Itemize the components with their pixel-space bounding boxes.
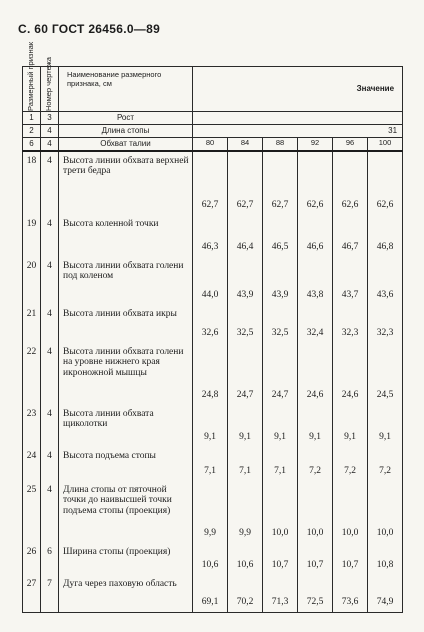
head-row	[23, 138, 403, 151]
row-number: 27	[23, 575, 41, 613]
row-value: 10,0	[263, 481, 298, 543]
row-value: 32,5	[263, 305, 298, 343]
row-value: 10,8	[368, 543, 403, 575]
row-number: 23	[23, 405, 41, 447]
head-row-drawing: 4	[41, 138, 59, 151]
table-row	[23, 305, 403, 343]
row-value: 73,6	[333, 575, 368, 613]
row-value: 72,5	[298, 575, 333, 613]
size-header: 88	[263, 138, 298, 151]
row-value: 9,1	[193, 405, 228, 447]
row-drawing-number: 4	[41, 151, 59, 215]
row-value: 32,6	[193, 305, 228, 343]
row-value: 24,6	[298, 343, 333, 405]
row-value: 44,0	[193, 257, 228, 305]
head-row	[23, 112, 403, 125]
column-header-row	[23, 67, 403, 112]
row-value: 7,1	[263, 447, 298, 481]
row-number: 20	[23, 257, 41, 305]
table-row	[23, 343, 403, 405]
row-value: 9,1	[298, 405, 333, 447]
row-number: 21	[23, 305, 41, 343]
row-value: 10,0	[368, 481, 403, 543]
row-drawing-number: 4	[41, 447, 59, 481]
row-value: 7,1	[193, 447, 228, 481]
table-row	[23, 215, 403, 257]
row-value: 24,8	[193, 343, 228, 405]
row-value: 43,6	[368, 257, 403, 305]
row-value: 74,9	[368, 575, 403, 613]
table-row	[23, 151, 403, 215]
row-name: Длина стопы от пяточной точки до наивысшей точки подъема стопы (проекция)	[59, 481, 193, 543]
row-value: 43,9	[263, 257, 298, 305]
row-value: 24,5	[368, 343, 403, 405]
row-value: 9,9	[228, 481, 263, 543]
head-row-drawing: 4	[41, 125, 59, 138]
table-row	[23, 447, 403, 481]
page-header: С. 60 ГОСТ 26456.0—89	[18, 22, 161, 36]
table-row	[23, 257, 403, 305]
row-value: 70,2	[228, 575, 263, 613]
header-value: Значение	[193, 67, 403, 112]
row-name: Высота линии обхвата щиколотки	[59, 405, 193, 447]
head-row-extra: 31	[193, 125, 403, 138]
row-value: 7,2	[298, 447, 333, 481]
head-row-num: 6	[23, 138, 41, 151]
size-header: 84	[228, 138, 263, 151]
row-value: 7,2	[333, 447, 368, 481]
row-value: 10,0	[298, 481, 333, 543]
row-value: 24,6	[333, 343, 368, 405]
row-drawing-number: 4	[41, 343, 59, 405]
row-name: Ширина стопы (проекция)	[59, 543, 193, 575]
row-name: Высота подъема стопы	[59, 447, 193, 481]
row-value: 69,1	[193, 575, 228, 613]
size-header: 92	[298, 138, 333, 151]
row-value: 62,6	[298, 151, 333, 215]
row-value: 62,6	[368, 151, 403, 215]
row-value: 7,1	[228, 447, 263, 481]
row-number: 24	[23, 447, 41, 481]
row-name: Высота коленной точки	[59, 215, 193, 257]
row-drawing-number: 6	[41, 543, 59, 575]
row-name: Высота линии обхвата икры	[59, 305, 193, 343]
row-value: 62,7	[228, 151, 263, 215]
row-number: 26	[23, 543, 41, 575]
header-razmer-priznak: Размерный признак	[23, 67, 41, 112]
row-value: 10,7	[263, 543, 298, 575]
row-drawing-number: 4	[41, 257, 59, 305]
row-value: 46,5	[263, 215, 298, 257]
row-number: 19	[23, 215, 41, 257]
head-row	[23, 125, 403, 138]
row-value: 7,2	[368, 447, 403, 481]
row-number: 25	[23, 481, 41, 543]
row-value: 43,9	[228, 257, 263, 305]
row-value: 43,8	[298, 257, 333, 305]
row-value: 10,7	[333, 543, 368, 575]
row-value: 32,4	[298, 305, 333, 343]
row-value: 9,1	[368, 405, 403, 447]
size-header: 80	[193, 138, 228, 151]
size-header: 96	[333, 138, 368, 151]
size-header: 100	[368, 138, 403, 151]
row-value: 43,7	[333, 257, 368, 305]
table-row	[23, 543, 403, 575]
head-row-num: 2	[23, 125, 41, 138]
row-value: 46,8	[368, 215, 403, 257]
row-value: 32,3	[368, 305, 403, 343]
row-drawing-number: 7	[41, 575, 59, 613]
row-value: 71,3	[263, 575, 298, 613]
row-value: 62,7	[263, 151, 298, 215]
head-row-num: 1	[23, 112, 41, 125]
row-value: 32,3	[333, 305, 368, 343]
head-row-extra	[193, 112, 403, 125]
row-value: 10,6	[228, 543, 263, 575]
head-row-name: Обхват талии	[59, 138, 193, 151]
row-drawing-number: 4	[41, 215, 59, 257]
row-value: 10,0	[333, 481, 368, 543]
row-value: 24,7	[263, 343, 298, 405]
row-value: 46,7	[333, 215, 368, 257]
row-value: 9,1	[263, 405, 298, 447]
row-value: 32,5	[228, 305, 263, 343]
row-name: Высота линии обхвата голени на уровне нижнего края икроножной мышцы	[59, 343, 193, 405]
row-value: 9,1	[333, 405, 368, 447]
row-value: 9,9	[193, 481, 228, 543]
row-value: 46,4	[228, 215, 263, 257]
row-value: 10,7	[298, 543, 333, 575]
row-value: 10,6	[193, 543, 228, 575]
row-drawing-number: 4	[41, 481, 59, 543]
row-value: 62,7	[193, 151, 228, 215]
head-row-name: Длина стопы	[59, 125, 193, 138]
row-drawing-number: 4	[41, 305, 59, 343]
row-value: 24,7	[228, 343, 263, 405]
head-row-name: Рост	[59, 112, 193, 125]
head-row-drawing: 3	[41, 112, 59, 125]
table-row	[23, 405, 403, 447]
row-name: Высота линии обхвата голени под коленом	[59, 257, 193, 305]
header-nomer-chertezha: Номер чертежа	[41, 67, 59, 112]
row-value: 46,3	[193, 215, 228, 257]
row-number: 22	[23, 343, 41, 405]
header-name: Наименование размерного признака, см	[59, 67, 193, 112]
row-name: Высота линии обхвата верхней трети бедра	[59, 151, 193, 215]
table-row	[23, 481, 403, 543]
row-value: 62,6	[333, 151, 368, 215]
row-drawing-number: 4	[41, 405, 59, 447]
row-value: 9,1	[228, 405, 263, 447]
row-name: Дуга через паховую область	[59, 575, 193, 613]
row-value: 46,6	[298, 215, 333, 257]
row-number: 18	[23, 151, 41, 215]
table-row	[23, 575, 403, 613]
measurements-table	[22, 41, 403, 613]
